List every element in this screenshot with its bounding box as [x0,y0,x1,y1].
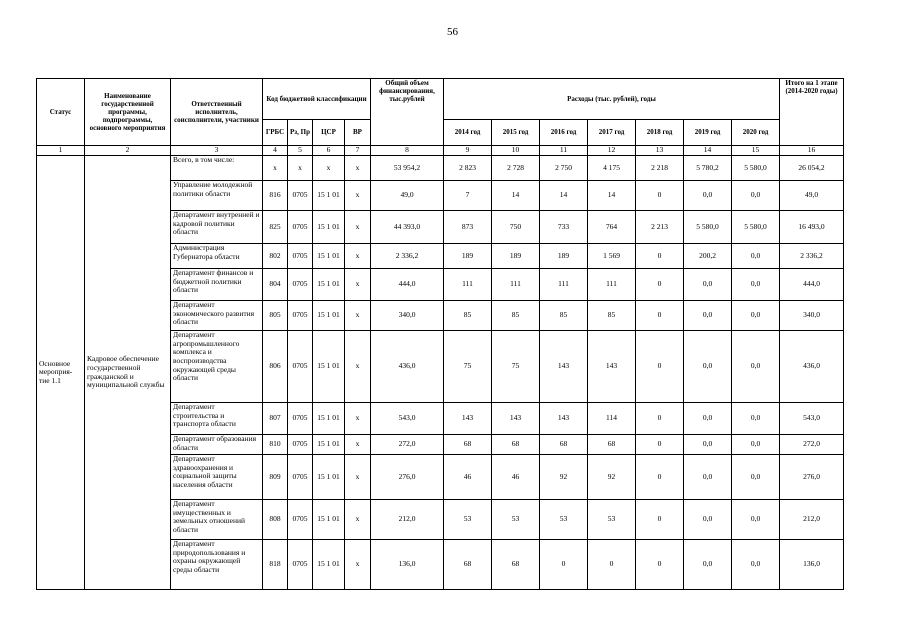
program-name-cell: Кадровое обеспечение государственной гражданской и муниципальной службы [85,156,171,590]
header-csr: ЦСР [313,120,345,146]
vr-cell: х [345,403,371,435]
grbs-cell: х [263,156,288,181]
stage-total-cell: 49,0 [780,181,844,211]
year-2014-cell: 68 [444,540,492,590]
rzpr-cell: 0705 [288,181,313,211]
csr-cell: 15 1 01 [313,211,345,244]
year-2018-cell: 0 [636,244,684,269]
year-2015-cell: 46 [492,455,540,500]
year-2015-cell: 143 [492,403,540,435]
total-cell: 44 393,0 [371,211,444,244]
year-2014-cell: 111 [444,269,492,301]
header-year: 2016 год [540,120,588,146]
executor-cell: Департамент природопользования и охраны окружающей среды области [171,540,263,590]
column-number: 11 [540,146,588,156]
total-cell: 136,0 [371,540,444,590]
total-cell: 543,0 [371,403,444,435]
table-row [37,156,844,181]
year-2017-cell: 68 [588,435,636,455]
vr-cell: х [345,435,371,455]
column-number: 7 [345,146,371,156]
column-number: 10 [492,146,540,156]
year-2017-cell: 0 [588,540,636,590]
grbs-cell: 808 [263,500,288,540]
executor-cell: Департамент имущественных и земельных отношений области [171,500,263,540]
year-2018-cell: 0 [636,403,684,435]
year-2015-cell: 14 [492,181,540,211]
stage-total-cell: 444,0 [780,269,844,301]
year-2017-cell: 14 [588,181,636,211]
year-2017-cell: 85 [588,301,636,331]
stage-total-cell: 436,0 [780,331,844,403]
csr-cell: 15 1 01 [313,301,345,331]
grbs-cell: 805 [263,301,288,331]
year-2020-cell: 0,0 [732,403,780,435]
column-number: 6 [313,146,345,156]
rzpr-cell: 0705 [288,331,313,403]
year-2016-cell: 53 [540,500,588,540]
year-2015-cell: 68 [492,435,540,455]
header-total-funding: Общий объем финансирования, тыс.рублей [371,79,444,146]
csr-cell: х [313,156,345,181]
stage-total-cell: 2 336,2 [780,244,844,269]
year-2020-cell: 0,0 [732,455,780,500]
year-2015-cell: 68 [492,540,540,590]
total-cell: 53 954,2 [371,156,444,181]
year-2016-cell: 143 [540,331,588,403]
year-2017-cell: 764 [588,211,636,244]
year-2014-cell: 46 [444,455,492,500]
stage-total-cell: 543,0 [780,403,844,435]
year-2018-cell: 0 [636,181,684,211]
column-number: 4 [263,146,288,156]
year-2014-cell: 189 [444,244,492,269]
total-cell: 340,0 [371,301,444,331]
year-2020-cell: 0,0 [732,269,780,301]
stage-total-cell: 272,0 [780,435,844,455]
grbs-cell: 804 [263,269,288,301]
rzpr-cell: 0705 [288,500,313,540]
year-2014-cell: 53 [444,500,492,540]
status-cell: Основное мероприя-тие 1.1 [37,156,85,590]
year-2015-cell: 85 [492,301,540,331]
year-2016-cell: 68 [540,435,588,455]
csr-cell: 15 1 01 [313,269,345,301]
grbs-cell: 802 [263,244,288,269]
header-stage-total: Итого на 1 этапе (2014-2020 годы) [780,79,844,146]
year-2015-cell: 189 [492,244,540,269]
year-2019-cell: 0,0 [684,181,732,211]
year-2018-cell: 0 [636,301,684,331]
year-2016-cell: 2 750 [540,156,588,181]
header-program: Наименование государственной программы, подпрограммы, основного мероприятия [85,79,171,146]
header-executor: Ответственный исполнитель, соисполнители, участники [171,79,263,146]
year-2017-cell: 1 569 [588,244,636,269]
year-2019-cell: 5 780,2 [684,156,732,181]
year-2018-cell: 0 [636,269,684,301]
year-2019-cell: 0,0 [684,403,732,435]
year-2018-cell: 0 [636,540,684,590]
header-year: 2015 год [492,120,540,146]
csr-cell: 15 1 01 [313,181,345,211]
csr-cell: 15 1 01 [313,403,345,435]
stage-total-cell: 26 054,2 [780,156,844,181]
year-2020-cell: 5 580,0 [732,156,780,181]
year-2020-cell: 5 580,0 [732,211,780,244]
year-2018-cell: 0 [636,331,684,403]
rzpr-cell: 0705 [288,540,313,590]
vr-cell: х [345,500,371,540]
year-2015-cell: 53 [492,500,540,540]
csr-cell: 15 1 01 [313,435,345,455]
csr-cell: 15 1 01 [313,500,345,540]
total-cell: 2 336,2 [371,244,444,269]
year-2014-cell: 68 [444,435,492,455]
year-2018-cell: 0 [636,435,684,455]
header-expenses: Расходы (тыс. рублей), годы [444,79,780,120]
header-year: 2014 год [444,120,492,146]
year-2014-cell: 7 [444,181,492,211]
year-2020-cell: 0,0 [732,500,780,540]
year-2020-cell: 0,0 [732,244,780,269]
executor-cell: Администрация Губернатора области [171,244,263,269]
csr-cell: 15 1 01 [313,331,345,403]
year-2017-cell: 92 [588,455,636,500]
vr-cell: х [345,331,371,403]
year-2020-cell: 0,0 [732,435,780,455]
header-year: 2020 год [732,120,780,146]
budget-table [36,78,844,590]
year-2015-cell: 111 [492,269,540,301]
year-2020-cell: 0,0 [732,331,780,403]
stage-total-cell: 276,0 [780,455,844,500]
rzpr-cell: 0705 [288,244,313,269]
executor-cell: Департамент экономического развития области [171,301,263,331]
year-2020-cell: 0,0 [732,301,780,331]
year-2017-cell: 53 [588,500,636,540]
year-2015-cell: 750 [492,211,540,244]
vr-cell: х [345,540,371,590]
grbs-cell: 809 [263,455,288,500]
grbs-cell: 816 [263,181,288,211]
executor-cell: Управление молодежной политики области [171,181,263,211]
header-year: 2017 год [588,120,636,146]
vr-cell: х [345,455,371,500]
year-2019-cell: 0,0 [684,540,732,590]
header-budget-code: Код бюджетной классификации [263,79,371,120]
year-2016-cell: 92 [540,455,588,500]
column-number: 13 [636,146,684,156]
year-2016-cell: 0 [540,540,588,590]
stage-total-cell: 340,0 [780,301,844,331]
year-2018-cell: 2 218 [636,156,684,181]
executor-cell: Департамент финансов и бюджетной политики области [171,269,263,301]
grbs-cell: 825 [263,211,288,244]
grbs-cell: 810 [263,435,288,455]
grbs-cell: 806 [263,331,288,403]
year-2019-cell: 200,2 [684,244,732,269]
year-2014-cell: 2 823 [444,156,492,181]
column-number: 9 [444,146,492,156]
column-number: 14 [684,146,732,156]
executor-cell: Департамент строительства и транспорта области [171,403,263,435]
year-2016-cell: 733 [540,211,588,244]
header-year: 2019 год [684,120,732,146]
rzpr-cell: 0705 [288,211,313,244]
vr-cell: х [345,211,371,244]
column-numbers-row [37,146,844,156]
column-number: 8 [371,146,444,156]
total-cell: 444,0 [371,269,444,301]
year-2016-cell: 189 [540,244,588,269]
total-cell: 212,0 [371,500,444,540]
column-number: 3 [171,146,263,156]
csr-cell: 15 1 01 [313,455,345,500]
column-number: 15 [732,146,780,156]
vr-cell: х [345,301,371,331]
year-2016-cell: 111 [540,269,588,301]
year-2017-cell: 4 175 [588,156,636,181]
year-2016-cell: 14 [540,181,588,211]
rzpr-cell: 0705 [288,269,313,301]
total-cell: 436,0 [371,331,444,403]
year-2019-cell: 0,0 [684,435,732,455]
grbs-cell: 818 [263,540,288,590]
year-2019-cell: 0,0 [684,455,732,500]
year-2020-cell: 0,0 [732,181,780,211]
year-2017-cell: 111 [588,269,636,301]
csr-cell: 15 1 01 [313,244,345,269]
year-2017-cell: 143 [588,331,636,403]
year-2018-cell: 0 [636,455,684,500]
year-2015-cell: 75 [492,331,540,403]
vr-cell: х [345,156,371,181]
year-2016-cell: 85 [540,301,588,331]
column-number: 2 [85,146,171,156]
year-2018-cell: 2 213 [636,211,684,244]
vr-cell: х [345,269,371,301]
executor-cell: Департамент образования области [171,435,263,455]
rzpr-cell: 0705 [288,455,313,500]
total-cell: 272,0 [371,435,444,455]
grbs-cell: 807 [263,403,288,435]
year-2019-cell: 5 580,0 [684,211,732,244]
year-2018-cell: 0 [636,500,684,540]
csr-cell: 15 1 01 [313,540,345,590]
year-2019-cell: 0,0 [684,301,732,331]
year-2019-cell: 0,0 [684,331,732,403]
rzpr-cell: 0705 [288,301,313,331]
total-cell: 49,0 [371,181,444,211]
header-vr: ВР [345,120,371,146]
column-number: 12 [588,146,636,156]
rzpr-cell: 0705 [288,435,313,455]
year-2020-cell: 0,0 [732,540,780,590]
header-rzpr: Рз, Пр [288,120,313,146]
year-2014-cell: 75 [444,331,492,403]
page-number: 56 [447,26,458,38]
header-status: Статус [37,79,85,146]
rzpr-cell: х [288,156,313,181]
year-2019-cell: 0,0 [684,500,732,540]
executor-cell: Всего, в том числе: [171,156,263,181]
year-2014-cell: 143 [444,403,492,435]
header-year: 2018 год [636,120,684,146]
stage-total-cell: 16 493,0 [780,211,844,244]
column-number: 1 [37,146,85,156]
column-number: 16 [780,146,844,156]
year-2016-cell: 143 [540,403,588,435]
executor-cell: Департамент здравоохранения и социальной защиты населения области [171,455,263,500]
vr-cell: х [345,244,371,269]
year-2014-cell: 873 [444,211,492,244]
rzpr-cell: 0705 [288,403,313,435]
year-2015-cell: 2 728 [492,156,540,181]
year-2014-cell: 85 [444,301,492,331]
executor-cell: Департамент внутренней и кадровой политики области [171,211,263,244]
vr-cell: х [345,181,371,211]
header-grbs: ГРБС [263,120,288,146]
stage-total-cell: 212,0 [780,500,844,540]
executor-cell: Департамент агропромышленного комплекса и воспроизводства окружающей среды области [171,331,263,403]
year-2019-cell: 0,0 [684,269,732,301]
total-cell: 276,0 [371,455,444,500]
column-number: 5 [288,146,313,156]
year-2017-cell: 114 [588,403,636,435]
stage-total-cell: 136,0 [780,540,844,590]
